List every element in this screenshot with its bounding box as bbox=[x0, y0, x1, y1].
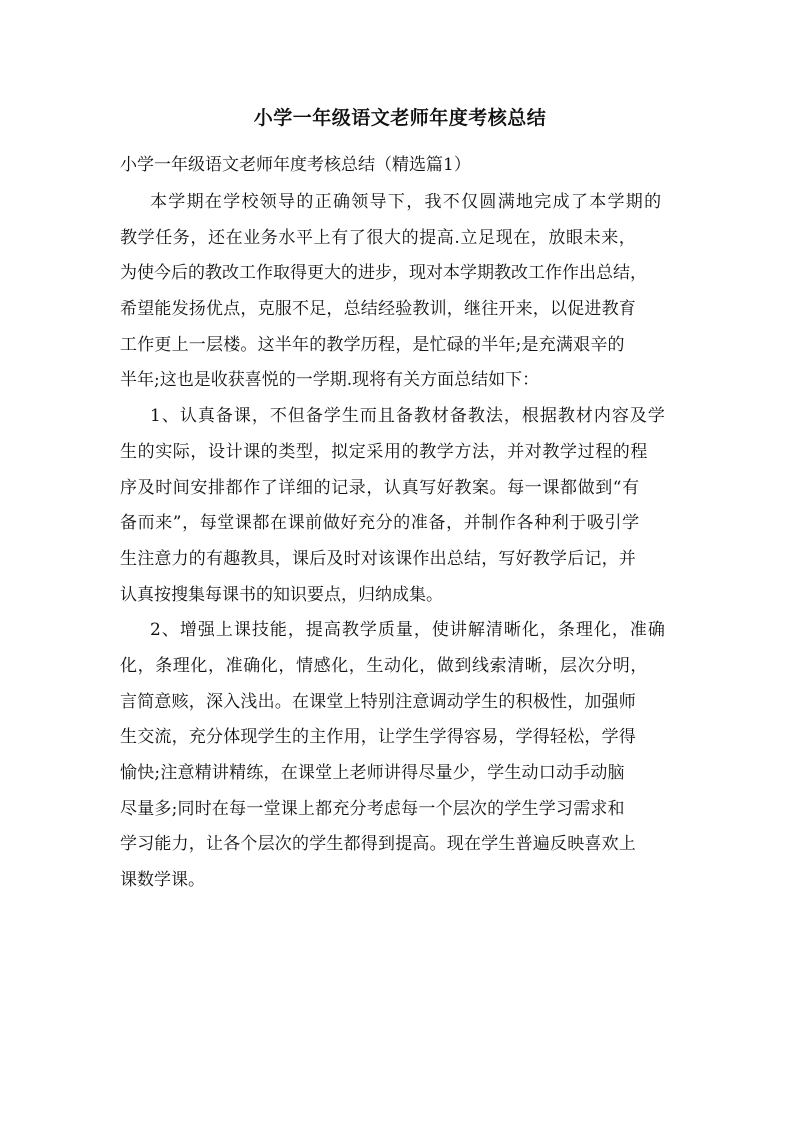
section-heading: 小学一年级语文老师年度考核总结（精选篇1） bbox=[120, 155, 471, 175]
text-line: 尽量多;同时在每一堂课上都充分考虑每一个层次的学生学习需求和 bbox=[120, 798, 625, 819]
text-line: 序及时间安排都作了详细的记录，认真写好教案。每一课都做到“有 bbox=[120, 477, 640, 498]
text-line: 愉快;注意精讲精练，在课堂上老师讲得尽量少，学生动口动手动脑 bbox=[120, 763, 625, 783]
text-line: 化，条理化，准确化，情感化，生动化，做到线索清晰，层次分明， bbox=[120, 655, 648, 676]
document-body bbox=[120, 185, 680, 899]
text-line: 生注意力的有趣教具，课后及时对该课作出总结，写好教学后记，并 bbox=[120, 548, 636, 569]
text-line: 工作更上一层楼。这半年的教学历程，是忙碌的半年;是充满艰辛的 bbox=[120, 334, 625, 355]
text-line: 希望能发扬优点，克服不足，总结经验教训，继往开来，以促进教育 bbox=[120, 299, 636, 320]
text-line: 本学期在学校领导的正确领导下，我不仅圆满地完成了本学期的 bbox=[150, 192, 663, 212]
text-line: 2、增强上课技能，提高教学质量，使讲解清晰化，条理化，准确 bbox=[150, 620, 666, 641]
text-line: 生交流，充分体现学生的主作用，让学生学得容易，学得轻松，学得 bbox=[120, 727, 636, 748]
text-line: 半年;这也是收获喜悦的一学期.现将有关方面总结如下： bbox=[120, 370, 540, 391]
text-line: 备而来”，每堂课都在课前做好充分的准备，并制作各种利于吸引学 bbox=[120, 513, 640, 534]
text-line: 课数学课。 bbox=[120, 870, 205, 891]
text-line: 学习能力，让各个层次的学生都得到提高。现在学生普遍反映喜欢上 bbox=[120, 834, 636, 855]
text-line: 1、认真备课，不但备学生而且备教材备教法，根据教材内容及学 bbox=[150, 406, 666, 427]
text-line: 生的实际，设计课的类型，拟定采用的教学方法，并对教学过程的程 bbox=[120, 441, 648, 462]
document-title: 小学一年级语文老师年度考核总结 bbox=[253, 107, 547, 129]
text-line: 言简意赅，深入浅出。在课堂上特别注意调动学生的积极性，加强师 bbox=[120, 691, 636, 712]
text-line: 认真按搜集每课书的知识要点，归纳成集。 bbox=[120, 584, 443, 605]
text-line: 教学任务，还在业务水平上有了很大的提高.立足现在，放眼未来， bbox=[120, 227, 637, 248]
text-line: 为使今后的教改工作取得更大的进步，现对本学期教改工作作出总结， bbox=[120, 263, 647, 284]
